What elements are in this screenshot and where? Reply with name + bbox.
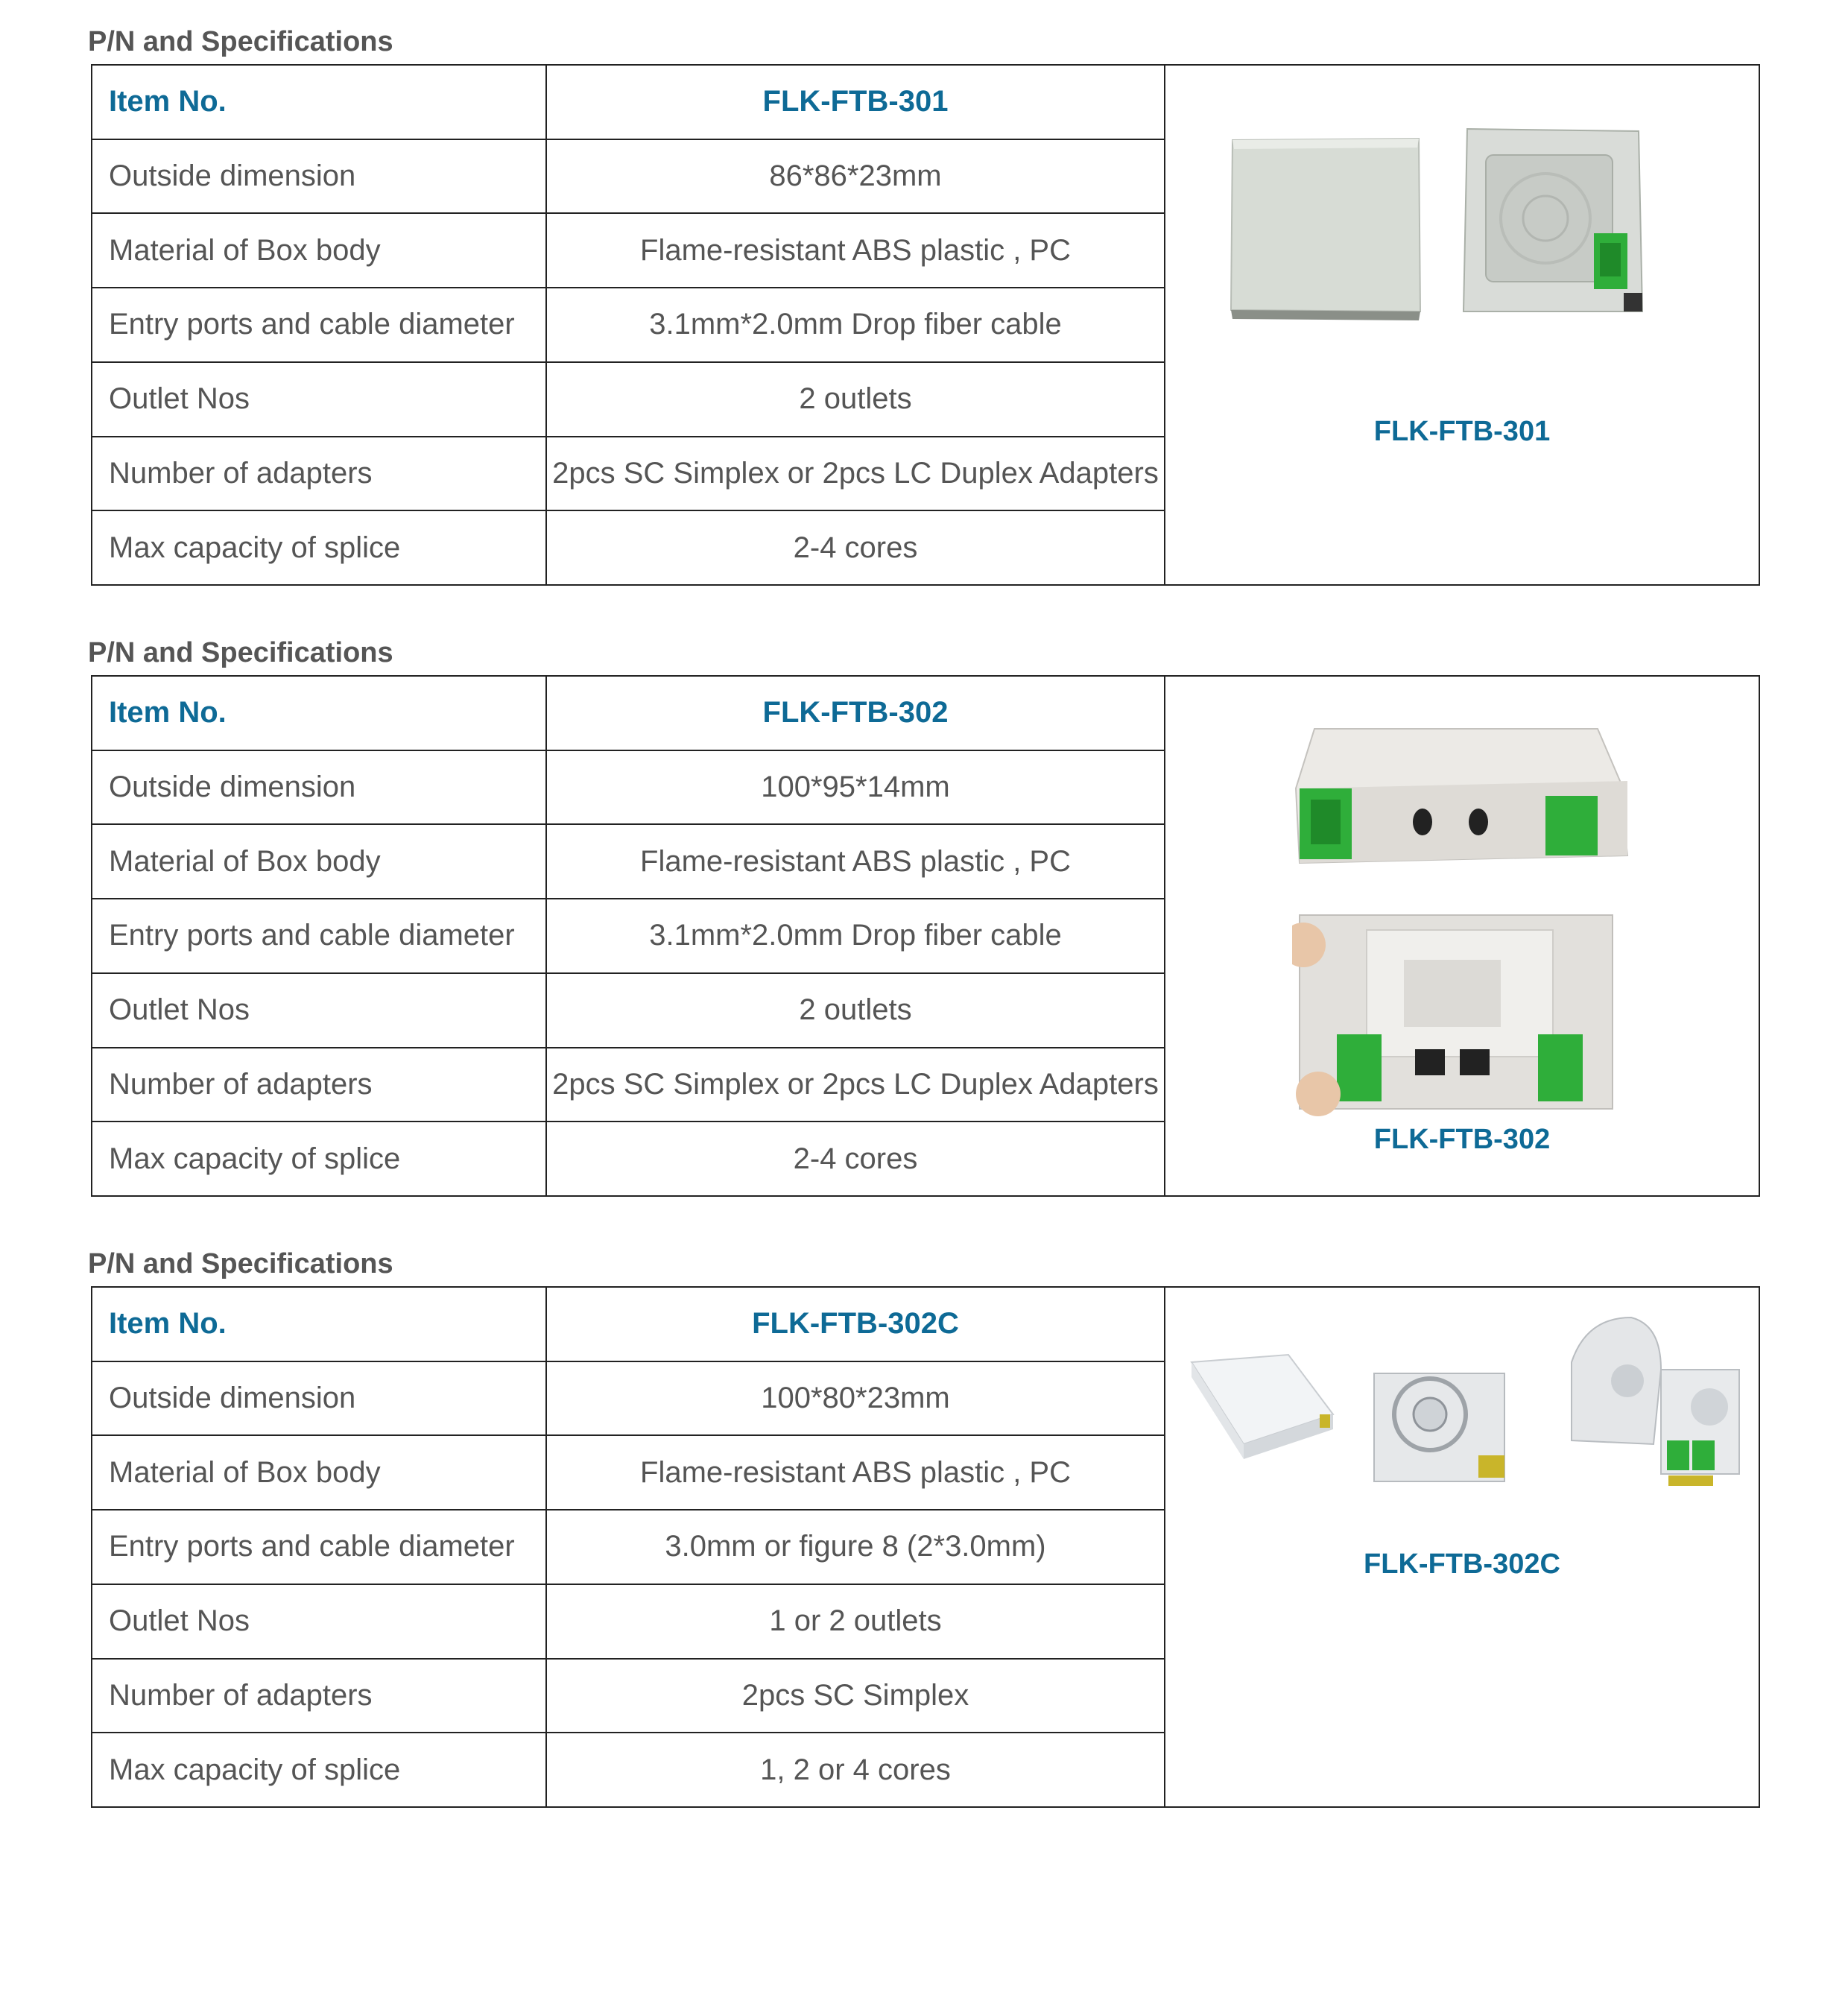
row-label: Max capacity of splice xyxy=(92,510,546,585)
row-label: Outside dimension xyxy=(92,1361,546,1436)
row-label: Outside dimension xyxy=(92,750,546,825)
product-image-cell xyxy=(1165,65,1759,585)
row-value: 2-4 cores xyxy=(546,510,1165,585)
row-value: 1 or 2 outlets xyxy=(546,1584,1165,1659)
row-label: Material of Box body xyxy=(92,824,546,899)
item-no-value: FLK-FTB-301 xyxy=(546,65,1165,139)
row-label: Outlet Nos xyxy=(92,1584,546,1659)
row-value: Flame-resistant ABS plastic , PC xyxy=(546,213,1165,288)
row-value: Flame-resistant ABS plastic , PC xyxy=(546,824,1165,899)
row-value: 2pcs SC Simplex xyxy=(546,1659,1165,1733)
row-label: Outlet Nos xyxy=(92,362,546,437)
row-label: Outlet Nos xyxy=(92,973,546,1048)
product-image-cell xyxy=(1165,676,1759,1196)
product-image-cell xyxy=(1165,1287,1759,1807)
table-header-row xyxy=(92,676,1759,750)
row-label: Number of adapters xyxy=(92,1659,546,1733)
table-header-row xyxy=(92,65,1759,139)
row-label: Number of adapters xyxy=(92,1048,546,1122)
section-title: P/N and Specifications xyxy=(88,26,393,57)
row-label: Number of adapters xyxy=(92,437,546,511)
row-value: 86*86*23mm xyxy=(546,139,1165,214)
spec-table xyxy=(91,1286,1760,1808)
row-value: 100*80*23mm xyxy=(546,1361,1165,1436)
item-no-label: Item No. xyxy=(92,676,546,750)
row-value: 2-4 cores xyxy=(546,1122,1165,1196)
item-no-value: FLK-FTB-302 xyxy=(546,676,1165,750)
row-value: 2 outlets xyxy=(546,973,1165,1048)
product-photo xyxy=(1292,706,1635,1124)
section-title: P/N and Specifications xyxy=(88,1248,393,1279)
row-value: 3.1mm*2.0mm Drop fiber cable xyxy=(546,899,1165,973)
product-caption: FLK-FTB-302C xyxy=(1364,1548,1560,1580)
row-value: Flame-resistant ABS plastic , PC xyxy=(546,1435,1165,1510)
row-label: Max capacity of splice xyxy=(92,1733,546,1807)
item-no-label: Item No. xyxy=(92,65,546,139)
table-header-row xyxy=(92,1287,1759,1361)
row-label: Material of Box body xyxy=(92,213,546,288)
row-value: 2pcs SC Simplex or 2pcs LC Duplex Adapters xyxy=(546,437,1165,511)
section-title: P/N and Specifications xyxy=(88,637,393,668)
row-value: 1, 2 or 4 cores xyxy=(546,1733,1165,1807)
product-photo xyxy=(1184,1310,1750,1519)
row-value: 3.1mm*2.0mm Drop fiber cable xyxy=(546,288,1165,362)
row-value: 2pcs SC Simplex or 2pcs LC Duplex Adapters xyxy=(546,1048,1165,1122)
item-no-value: FLK-FTB-302C xyxy=(546,1287,1165,1361)
product-caption: FLK-FTB-301 xyxy=(1373,416,1551,447)
product-photo xyxy=(1218,125,1694,334)
row-value: 2 outlets xyxy=(546,362,1165,437)
row-label: Max capacity of splice xyxy=(92,1122,546,1196)
spec-table xyxy=(91,675,1760,1197)
row-label: Entry ports and cable diameter xyxy=(92,899,546,973)
row-value: 3.0mm or figure 8 (2*3.0mm) xyxy=(546,1510,1165,1584)
spec-table xyxy=(91,64,1760,586)
row-label: Entry ports and cable diameter xyxy=(92,288,546,362)
row-label: Outside dimension xyxy=(92,139,546,214)
product-caption: FLK-FTB-302 xyxy=(1373,1124,1551,1155)
row-value: 100*95*14mm xyxy=(546,750,1165,825)
row-label: Material of Box body xyxy=(92,1435,546,1510)
item-no-label: Item No. xyxy=(92,1287,546,1361)
row-label: Entry ports and cable diameter xyxy=(92,1510,546,1584)
